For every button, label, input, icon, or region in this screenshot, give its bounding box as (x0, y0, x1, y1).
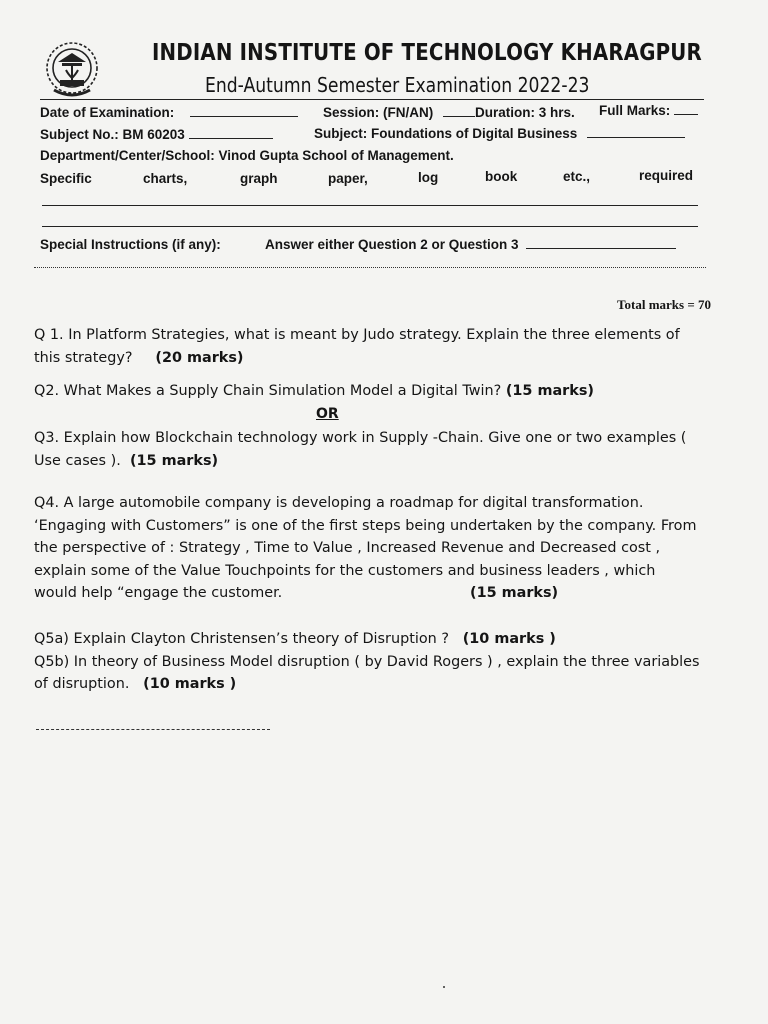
full-marks-row (599, 102, 698, 118)
iit-kharagpur-emblem-icon (44, 40, 100, 100)
subject-label: Subject: Foundations of Digital Business (314, 126, 578, 141)
q4-text-5: would help “engage the customer. (34, 585, 283, 601)
department-line: Department/Center/School: Vinod Gupta School of Management. (40, 148, 454, 163)
specific-w3: paper, (328, 171, 368, 186)
date-label: Date of Examination: (40, 105, 175, 120)
question-3 (34, 427, 686, 472)
q5b-line-2 (34, 673, 700, 696)
subject-row (314, 125, 685, 141)
question-5 (34, 628, 700, 696)
q2-marks: (15 marks) (505, 383, 594, 399)
exam-title: End-Autumn Semester Examination 2022-23 (205, 73, 590, 97)
special-instructions-row (265, 236, 676, 252)
q3-marks: (15 marks) (129, 452, 219, 469)
total-marks: Total marks = 70 (617, 297, 711, 312)
institute-name: INDIAN INSTITUTE OF TECHNOLOGY KHARAGPUR (152, 40, 702, 66)
specific-w6: etc., (563, 169, 591, 184)
specific-w4: log (418, 170, 439, 185)
q4-line-4: explain some of the Value Touchpoints for the customers and business leaders , which (34, 562, 656, 579)
full-marks-blank (674, 102, 698, 115)
q4-marks: (15 marks) (470, 585, 559, 601)
subject-no-blank (189, 126, 273, 139)
q5b-marks: (10 marks ) (143, 676, 237, 692)
session-row (323, 104, 575, 120)
date-row (40, 104, 298, 120)
q4-line-2: ‘Engaging with Customers” is one of the first steps being undertaken by the company. From (34, 517, 697, 534)
q5a-marks: (10 marks ) (462, 631, 556, 647)
q1-marks: (20 marks) (155, 349, 244, 366)
specific-w1: charts, (143, 171, 188, 186)
date-blank (190, 104, 298, 117)
special-instructions-label: Special Instructions (if any): (40, 237, 221, 252)
duration-label: Duration: 3 hrs. (475, 105, 575, 120)
q2-line-1: Q2. What Makes a Supply Chain Simulation Model a Digital Twin? (34, 383, 502, 399)
q1-text-2: this strategy? (34, 349, 133, 366)
q3-text-2: Use cases ). (34, 452, 121, 469)
special-instructions-text: Answer either Question 2 or Question 3 (265, 237, 519, 252)
q3-line-2 (34, 450, 686, 473)
q4-line-1: Q4. A large automobile company is developing a roadmap for digital transformation. (34, 495, 644, 511)
special-blank (526, 236, 676, 249)
subject-no-row (40, 126, 273, 142)
scan-speck (443, 986, 445, 988)
session-blank (443, 104, 475, 117)
subject-no-label: Subject No.: BM 60203 (40, 127, 185, 142)
question-2 (34, 380, 594, 403)
q1-line-1: Q 1. In Platform Strategies, what is meant by Judo strategy. Explain the three elements of (34, 327, 680, 343)
header-dotted-separator (34, 267, 706, 268)
or-separator: OR (316, 406, 339, 422)
q1-line-2 (34, 347, 680, 370)
q4-line-3: the perspective of : Strategy , Time to Value , Increased Revenue and Decreased cost , (34, 540, 661, 556)
subject-blank (587, 125, 685, 138)
specific-w2: graph (240, 171, 278, 186)
q5a-text: Q5a) Explain Clayton Christensen’s theory of Disruption ? (34, 631, 449, 647)
q5b-line-1: Q5b) In theory of Business Model disruption ( by David Rogers ) , explain the three variables (34, 653, 700, 670)
header-divider (40, 99, 704, 100)
blank-line-1 (42, 205, 698, 206)
specific-w5: book (485, 169, 518, 184)
full-marks-label: Full Marks: (599, 103, 671, 118)
question-4 (34, 492, 696, 605)
q4-line-5 (34, 582, 696, 605)
session-label: Session: (FN/AN) (323, 105, 434, 120)
blank-line-2 (42, 226, 698, 227)
q3-line-1: Q3. Explain how Blockchain technology work in Supply -Chain. Give one or two examples ( (34, 430, 687, 446)
question-1 (34, 324, 680, 369)
specific-w7: required (639, 168, 694, 183)
q5a-line (34, 628, 700, 651)
end-of-paper-line (36, 729, 270, 730)
q5b-text-2: of disruption. (34, 676, 130, 692)
specific-w0: Specific (40, 171, 92, 186)
